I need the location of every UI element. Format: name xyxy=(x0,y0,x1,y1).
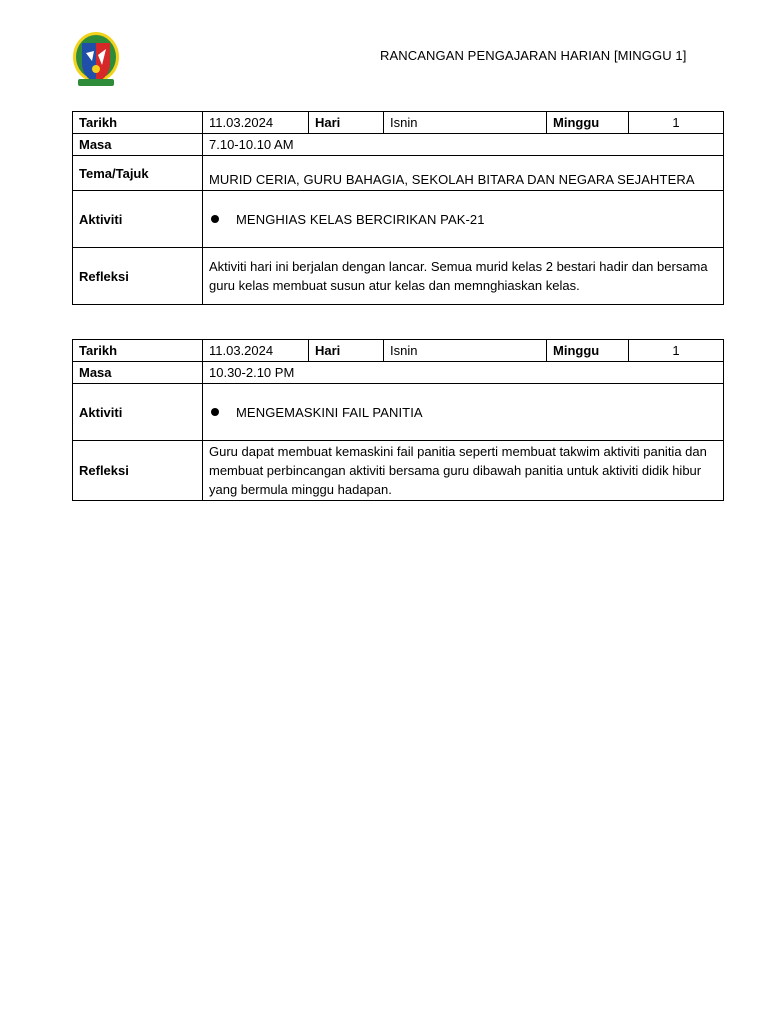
row-masa xyxy=(73,134,724,156)
tema-value: MURID CERIA, GURU BAHAGIA, SEKOLAH BITARA DAN NEGARA SEJAHTERA xyxy=(203,156,724,191)
hari-label: Hari xyxy=(309,340,384,362)
daily-plan-table-1 xyxy=(72,111,724,305)
row-masa xyxy=(73,362,724,384)
daily-plan-table-2 xyxy=(72,339,724,501)
tarikh-label: Tarikh xyxy=(73,340,203,362)
aktiviti-cell xyxy=(203,191,724,248)
refleksi-label: Refleksi xyxy=(73,248,203,305)
tarikh-value: 11.03.2024 xyxy=(203,340,309,362)
minggu-value: 1 xyxy=(629,112,724,134)
minggu-label: Minggu xyxy=(547,340,629,362)
school-crest-logo xyxy=(72,31,120,89)
masa-value: 10.30-2.10 PM xyxy=(203,362,724,384)
row-refleksi xyxy=(73,441,724,501)
masa-label: Masa xyxy=(73,362,203,384)
tarikh-value: 11.03.2024 xyxy=(203,112,309,134)
bullet-icon xyxy=(211,408,219,416)
masa-value: 7.10-10.10 AM xyxy=(203,134,724,156)
aktiviti-label: Aktiviti xyxy=(73,384,203,441)
masa-label: Masa xyxy=(73,134,203,156)
row-refleksi xyxy=(73,248,724,305)
row-tema xyxy=(73,156,724,191)
row-aktiviti xyxy=(73,191,724,248)
row-tarikh xyxy=(73,112,724,134)
aktiviti-label: Aktiviti xyxy=(73,191,203,248)
aktiviti-list-item xyxy=(209,403,717,422)
row-aktiviti xyxy=(73,384,724,441)
refleksi-label: Refleksi xyxy=(73,441,203,501)
minggu-label: Minggu xyxy=(547,112,629,134)
tarikh-label: Tarikh xyxy=(73,112,203,134)
hari-label: Hari xyxy=(309,112,384,134)
document-title: RANCANGAN PENGAJARAN HARIAN [MINGGU 1] xyxy=(380,48,687,63)
refleksi-value: Guru dapat membuat kemaskini fail panitia seperti membuat takwim aktiviti panitia dan membuat perbincangan aktiviti bersama guru dibawah panitia untuk aktiviti didik hibur yang bermula minggu hadapan. xyxy=(203,441,724,501)
aktiviti-list-item xyxy=(209,210,717,229)
aktiviti-cell xyxy=(203,384,724,441)
refleksi-value: Aktiviti hari ini berjalan dengan lancar. Semua murid kelas 2 bestari hadir dan bersama guru kelas membuat susun atur kelas dan memnghiaskan kelas. xyxy=(203,248,724,305)
minggu-value: 1 xyxy=(629,340,724,362)
row-tarikh xyxy=(73,340,724,362)
bullet-icon xyxy=(211,215,219,223)
aktiviti-value: MENGEMASKINI FAIL PANITIA xyxy=(236,404,423,420)
tema-label: Tema/Tajuk xyxy=(73,156,203,191)
hari-value: Isnin xyxy=(384,340,547,362)
aktiviti-value: MENGHIAS KELAS BERCIRIKAN PAK-21 xyxy=(236,211,485,227)
hari-value: Isnin xyxy=(384,112,547,134)
